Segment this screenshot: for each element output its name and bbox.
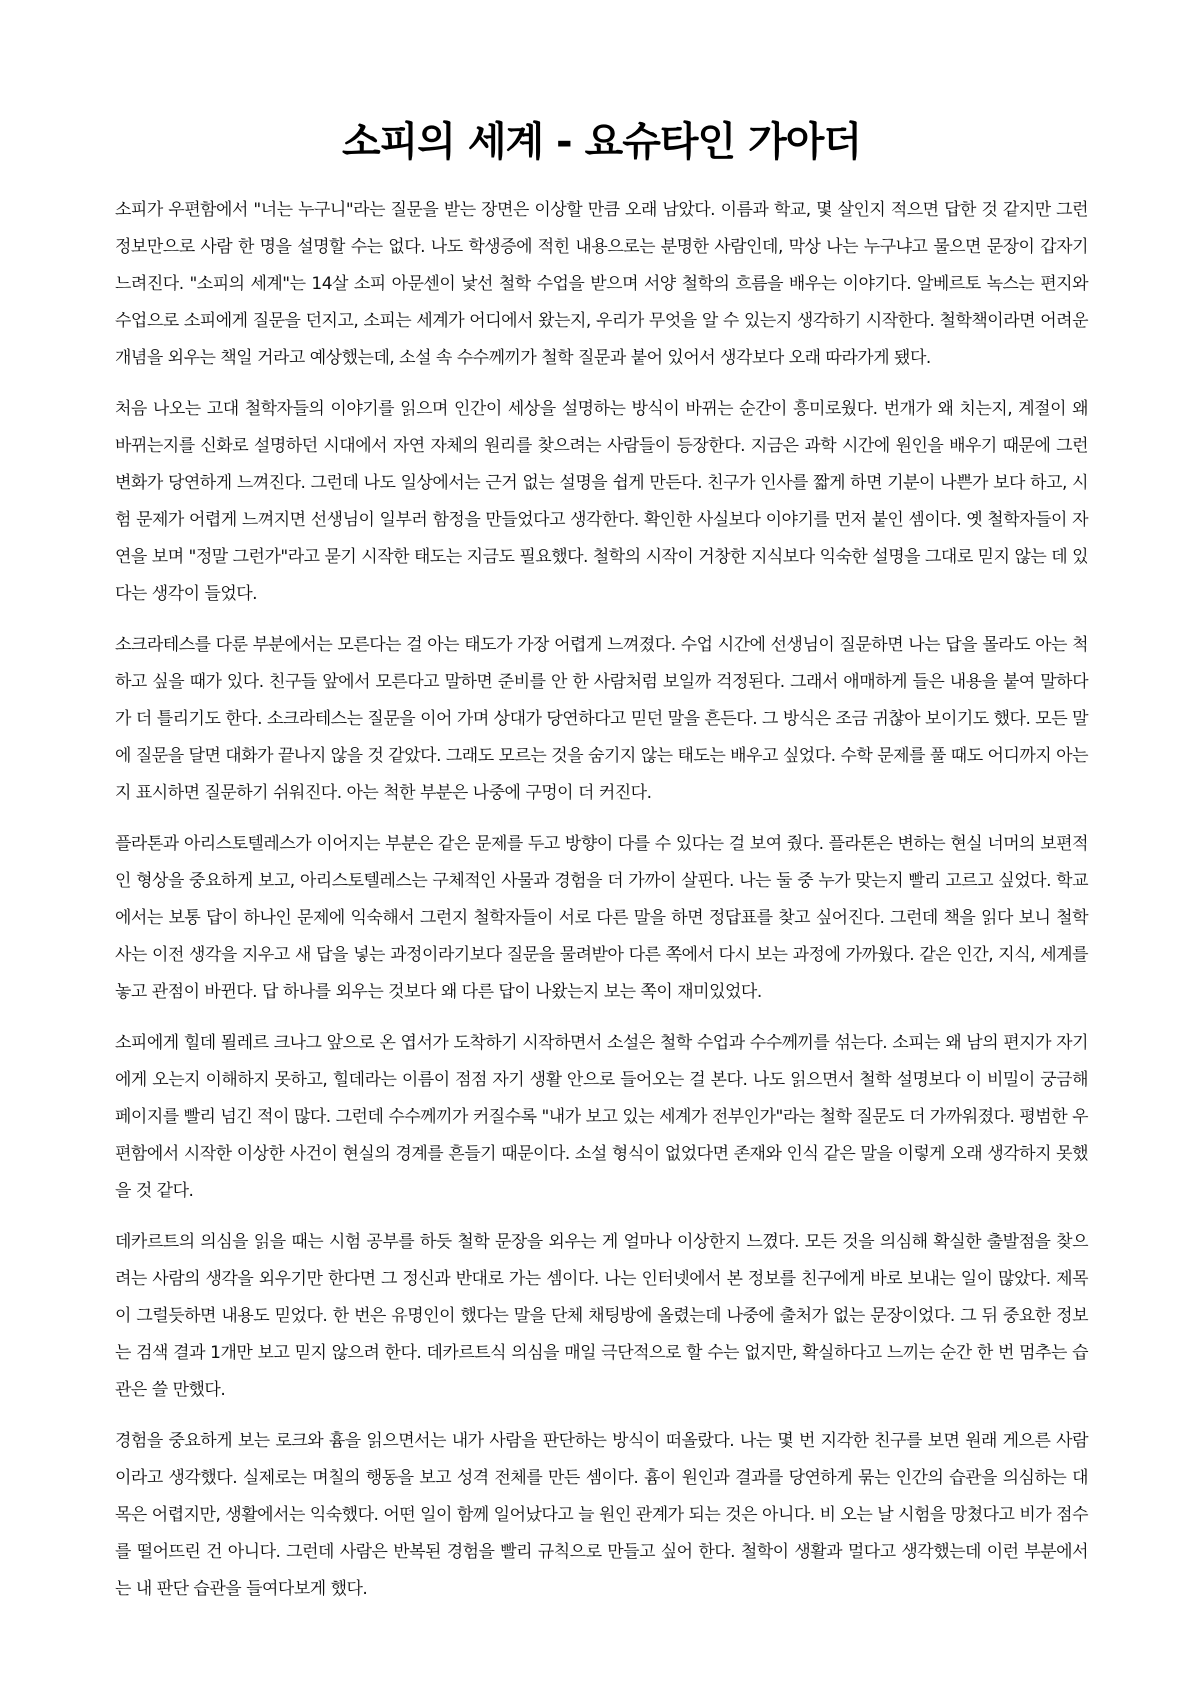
paragraph: 처음 나오는 고대 철학자들의 이야기를 읽으며 인간이 세상을 설명하는 방식이 바뀌는 순간이 흥미로웠다. 번개가 왜 치는지, 계절이 왜 바뀌는지를 신화로 설명하던 시대에서 자연 자체의 원리를 찾으려는 사람들이 등장한다. 지금은 과학 시간에 원인을 배우기 때문에 그런 변화가 당연하게 느껴진다. 그런데 나도 일상에서는 근거 없는 설명을 쉽게 만든다. 친구가 인사를 짧게 하면 기분이 나쁜가 보다 하고, 시험 문제가 어렵게 느껴지면 선생님이 일부러 함정을 만들었다고 생각한다. 확인한 사실보다 이야기를 먼저 붙인 셈이다. 옛 철학자들이 자연을 보며 "정말 그런가"라고 묻기 시작한 태도는 지금도 필요했다. 철학의 시작이 거창한 지식보다 익숙한 설명을 그대로 믿지 않는 데 있다는 생각이 들었다. (115, 399, 1088, 604)
page-title: 소피의 세계 - 요슈타인 가아더 (342, 119, 861, 165)
paragraph: 소피가 우편함에서 "너는 누구니"라는 질문을 받는 장면은 이상할 만큼 오래 남았다. 이름과 학교, 몇 살인지 적으면 답한 것 같지만 그런 정보만으로 사람 한 명을 설명할 수는 없다. 나도 학생증에 적힌 내용으로는 분명한 사람인데, 막상 나는 누구냐고 물으면 문장이 갑자기 느려진다. "소피의 세계"는 14살 소피 아문센이 낯선 철학 수업을 받으며 서양 철학의 흐름을 배우는 이야기다. 알베르토 녹스는 편지와 수업으로 소피에게 질문을 던지고, 소피는 세계가 어디에서 왔는지, 우리가 무엇을 알 수 있는지 생각하기 시작한다. 철학책이라면 어려운 개념을 외우는 책일 거라고 예상했는데, 소설 속 수수께끼가 철학 질문과 붙어 있어서 생각보다 오래 따라가게 됐다. (115, 200, 1088, 368)
document-body (115, 192, 1088, 1608)
paragraph: 경험을 중요하게 보는 로크와 흄을 읽으면서는 내가 사람을 판단하는 방식이 떠올랐다. 나는 몇 번 지각한 친구를 보면 원래 게으른 사람이라고 생각했다. 실제로는 며칠의 행동을 보고 성격 전체를 만든 셈이다. 흄이 원인과 결과를 당연하게 묶는 인간의 습관을 의심하는 대목은 어렵지만, 생활에서는 익숙했다. 어떤 일이 함께 일어났다고 늘 원인 관계가 되는 것은 아니다. 비 오는 날 시험을 망쳤다고 비가 점수를 떨어뜨린 건 아니다. 그런데 사람은 반복된 경험을 빨리 규칙으로 만들고 싶어 한다. 철학이 생활과 멀다고 생각했는데 이런 부분에서는 내 판단 습관을 들여다보게 했다. (115, 1431, 1088, 1599)
paragraph: 소크라테스를 다룬 부분에서는 모른다는 걸 아는 태도가 가장 어렵게 느껴졌다. 수업 시간에 선생님이 질문하면 나는 답을 몰라도 아는 척하고 싶을 때가 있다. 친구들 앞에서 모른다고 말하면 준비를 안 한 사람처럼 보일까 걱정된다. 그래서 애매하게 들은 내용을 붙여 말하다가 더 틀리기도 한다. 소크라테스는 질문을 이어 가며 상대가 당연하다고 믿던 말을 흔든다. 그 방식은 조금 귀찮아 보이기도 했다. 모든 말에 질문을 달면 대화가 끝나지 않을 것 같았다. 그래도 모르는 것을 숨기지 않는 태도는 배우고 싶었다. 수학 문제를 풀 때도 어디까지 아는지 표시하면 질문하기 쉬워진다. 아는 척한 부분은 나중에 구멍이 더 커진다. (115, 635, 1088, 803)
paragraph: 플라톤과 아리스토텔레스가 이어지는 부분은 같은 문제를 두고 방향이 다를 수 있다는 걸 보여 줬다. 플라톤은 변하는 현실 너머의 보편적인 형상을 중요하게 보고, 아리스토텔레스는 구체적인 사물과 경험을 더 가까이 살핀다. 나는 둘 중 누가 맞는지 빨리 고르고 싶었다. 학교에서는 보통 답이 하나인 문제에 익숙해서 그런지 철학자들이 서로 다른 말을 하면 정답표를 찾고 싶어진다. 그런데 책을 읽다 보니 철학사는 이전 생각을 지우고 새 답을 넣는 과정이라기보다 질문을 물려받아 다른 쪽에서 다시 보는 과정에 가까웠다. 같은 인간, 지식, 세계를 놓고 관점이 바뀐다. 답 하나를 외우는 것보다 왜 다른 답이 나왔는지 보는 쪽이 재미있었다. (115, 834, 1088, 1002)
paragraph: 데카르트의 의심을 읽을 때는 시험 공부를 하듯 철학 문장을 외우는 게 얼마나 이상한지 느꼈다. 모든 것을 의심해 확실한 출발점을 찾으려는 사람의 생각을 외우기만 한다면 그 정신과 반대로 가는 셈이다. 나는 인터넷에서 본 정보를 친구에게 바로 보내는 일이 많았다. 제목이 그럴듯하면 내용도 믿었다. 한 번은 유명인이 했다는 말을 단체 채팅방에 올렸는데 나중에 출처가 없는 문장이었다. 그 뒤 중요한 정보는 검색 결과 1개만 보고 믿지 않으려 한다. 데카르트식 의심을 매일 극단적으로 할 수는 없지만, 확실하다고 느끼는 순간 한 번 멈추는 습관은 쓸 만했다. (115, 1232, 1088, 1400)
paragraph: 소피에게 힐데 묄레르 크나그 앞으로 온 엽서가 도착하기 시작하면서 소설은 철학 수업과 수수께끼를 섞는다. 소피는 왜 남의 편지가 자기에게 오는지 이해하지 못하고, 힐데라는 이름이 점점 자기 생활 안으로 들어오는 걸 본다. 나도 읽으면서 철학 설명보다 이 비밀이 궁금해 페이지를 빨리 넘긴 적이 많다. 그런데 수수께끼가 커질수록 "내가 보고 있는 세계가 전부인가"라는 철학 질문도 더 가까워졌다. 평범한 우편함에서 시작한 이상한 사건이 현실의 경계를 흔들기 때문이다. 소설 형식이 없었다면 존재와 인식 같은 말을 이렇게 오래 생각하지 못했을 것 같다. (115, 1033, 1088, 1201)
